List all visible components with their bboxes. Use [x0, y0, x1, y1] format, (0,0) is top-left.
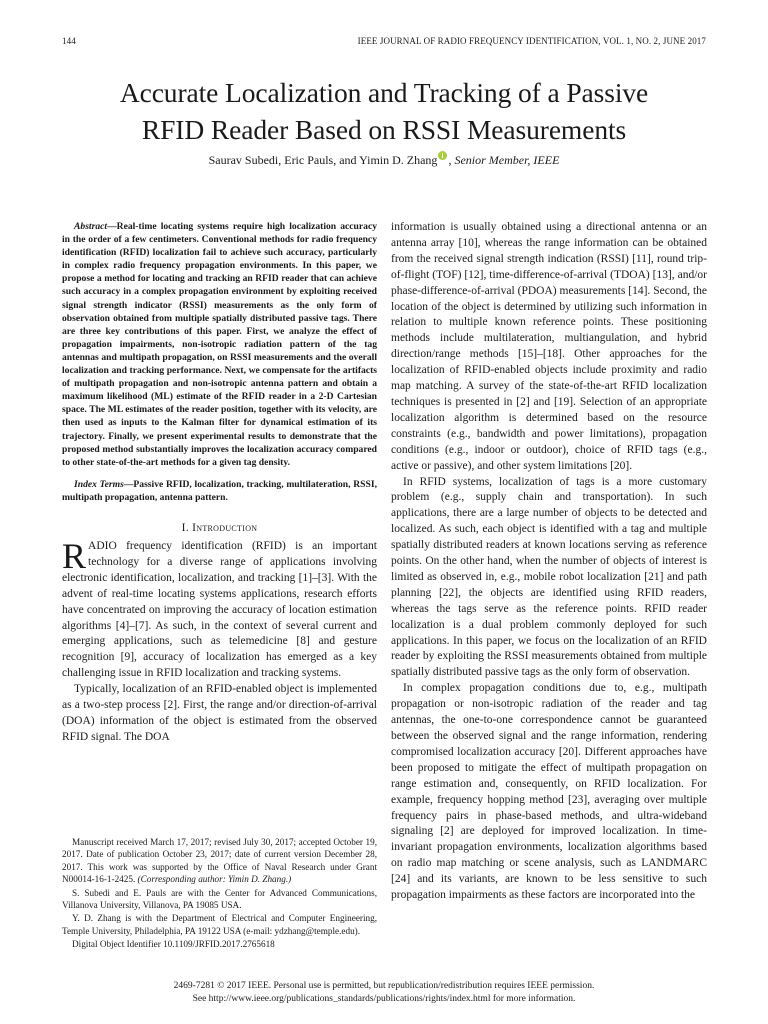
member-title: Senior Member, IEEE [454, 153, 560, 167]
index-terms [62, 478, 377, 504]
abstract-dash: — [107, 221, 117, 232]
index-terms-label: Index Terms [74, 478, 124, 490]
intro-paragraph-2: Typically, localization of an RFID-enabled object is implemented as a two-step process [2]. First, the range and/or direction-of-arrival (DOA) information of the object is estimated from the observed RFID signal. The DOA [62, 683, 377, 743]
right-column [391, 220, 707, 904]
author-separator: , [448, 153, 455, 167]
page-number: 144 [62, 36, 76, 46]
footnote-doi: Digital Object Identifier 10.1109/JRFID.2017.2765618 [72, 939, 275, 950]
drop-cap: R [62, 535, 87, 576]
title-line-2: RFID Reader Based on RSSI Measurements [141, 114, 627, 145]
section-numeral: I. [181, 521, 193, 534]
journal-name: IEEE JOURNAL OF RADIO FREQUENCY IDENTIFICATION, VOL. 1, NO. 2, JUNE 2017 [357, 36, 706, 46]
footnote-affiliation-2: Y. D. Zhang is with the Department of Electrical and Computer Engineering, Temple University, Philadelphia, PA 19122 USA (e-mail: ydzhang@temple.edu). [62, 913, 377, 936]
copyright-notice [40, 980, 728, 1005]
footnote-corresponding: (Corresponding author: Yimin D. Zhang.) [137, 874, 292, 885]
orcid-icon[interactable] [438, 151, 447, 160]
footnote-manuscript [62, 836, 377, 886]
running-header [62, 36, 706, 50]
drop-cap-rest: ADIO [88, 539, 117, 552]
index-terms-dash: — [123, 478, 134, 490]
right-paragraph-2: In RFID systems, localization of tags is a more customary problem (e.g., supply chain and transportation). In such applications, there are a large number of objects to be detected and localized. As such, each object is identified with a tag and multiple spatially distributed readers at known locations serving as reference points. On the other hand, when the number of objects of interest is limited as observed in, e.g., mobile robot localization [21] and path planning [22], the objects are identified using RFID readers, whereas the tags serve as the reference points. RFID reader localization is a dual problem commonly deployed for such applications. In this paper, we focus on the localization of an RFID reader by exploiting the RSSI measurements obtained from multiple spatially distributed passive tags as the only form of observation. [391, 475, 707, 679]
author-names: Saurav Subedi, Eric Pauls, and Yimin D. Zhang [208, 153, 438, 167]
abstract [62, 220, 377, 469]
footnotes [62, 836, 377, 952]
section-heading-introduction [62, 521, 377, 536]
section-title: Introduction [192, 521, 258, 534]
intro-paragraph-1-text: frequency identification (RFID) is an important technology for a diverse range of applications involving electronic identification, localization, and tracking [1]–[3]. With the advent of real-time locating systems applications, research efforts have concentrated on improving the accuracy of location estimation algorithms [4]–[7]. As such, in the context of several current and emerging applications, such as telemedicine [8] and gesture recognition [9], accuracy of localization has emerged as a key challenging issue in RFID localization and tracking systems. [62, 539, 377, 680]
abstract-label: Abstract [74, 221, 108, 232]
right-paragraph-1: information is usually obtained using a directional antenna or an antenna array [10], whereas the range information can be obtained from the received signal strength indication (RSSI) [11], round trip-of-flight (TOF) [12], time-difference-of-arrival (TDOA) [13], and/or phase-difference-of-arrival (PDOA) measurements [14]. Second, the location of the object is determined by utilizing such information in relation to multiple known reference points. These positioning methods include multilateration, multiangulation, and hybrid direction/range methods [15]–[18]. Other approaches for the localization of RFID-enabled objects include proximity and radio map matching. A survey of the state-of-the-art RFID localization techniques is presented in [2] and [19]. Selection of an appropriate localization algorithm is determined based on the resource constraints (e.g., bandwidth and power limitations), propagation conditions (e.g., indoor or outdoor), choice of RFID tags (e.g., active or passive), and other system limitations [20]. [391, 221, 707, 472]
title-line-1: Accurate Localization and Tracking of a Passive [119, 77, 649, 108]
right-paragraph-3: In complex propagation conditions due to, e.g., multipath propagation or non-isotropic radiation of the reader and tag antennas, the one-to-one correspondence cannot be guaranteed between the observed signal and the range information, rendering compromised localization accuracy [20]. Different approaches have been proposed to mitigate the effect of multipath propagation on range estimation and, consequently, on RFID localization. For example, frequency hopping method [23], averaging over multiple frequency pairs in phase-based methods, and ultra-wideband signaling [2] are deployed for improved localization. In time-invariant propagation environments, localization algorithms based on radio map matching or scene analysis, such as LANDMARC [24] and its variants, are known to be less sensitive to such propagation impairments as these factors are incorporated into the [391, 682, 707, 902]
footnote-affiliation-1: S. Subedi and E. Pauls are with the Center for Advanced Communications, Villanova University, Villanova, PA 19085 USA. [62, 887, 377, 911]
abstract-text: Real-time locating systems require high localization accuracy in the order of a few centimeters. Conventional methods for radio frequency identification (RFID) localization fail to achieve such accuracy, particularly in complex radio frequency propagation environments. In this paper, we propose a method for locating and tracking an RFID reader that can achieve such accuracy in a complex propagation environment by exploiting received signal strength indicator (RSSI) measurements as the only form of observation obtained from multiple spatially distributed passive tags. There are three key contributions of this paper. First, we analyze the effect of propagation impairments, non-isotropic radiation pattern of the tag antennas and multipath propagation, on RSSI measurements and the overall localization and tracking performance. Next, we compensate for the artifacts of multipath propagation and non-isotropic antenna pattern and obtain a maximum likelihood (ML) estimate of the RFID reader in a 2-D Cartesian space. The ML estimates of the reader position, together with its velocity, are then used as inputs to the Kalman filter for dynamical estimation of its trajectory. Finally, we present experimental results to demonstrate that the proposed method substantially improves the localization accuracy compared to other state-of-the-art methods for a given tag density. [62, 221, 377, 468]
paper-title [40, 74, 728, 148]
index-terms-text: Passive RFID, localization, tracking, multilateration, RSSI, multipath propagation, antenna pattern. [62, 478, 377, 503]
author-line [40, 151, 728, 168]
intro-paragraph-1 [62, 535, 377, 682]
left-column [62, 220, 377, 746]
copyright-line-1: 2469-7281 © 2017 IEEE. Personal use is permitted, but republication/redistribution requires IEEE permission. [173, 981, 595, 991]
footnote-manuscript-text: Manuscript received March 17, 2017; revised July 30, 2017; accepted October 19, 2017. Date of publication October 23, 2017; date of current version December 28, 2017. This work was supported by the Office of Naval Research under Grant N00014-16-1-2425. [62, 837, 377, 885]
copyright-line-2[interactable]: See http://www.ieee.org/publications_standards/publications/rights/index.html for more information. [192, 993, 576, 1004]
